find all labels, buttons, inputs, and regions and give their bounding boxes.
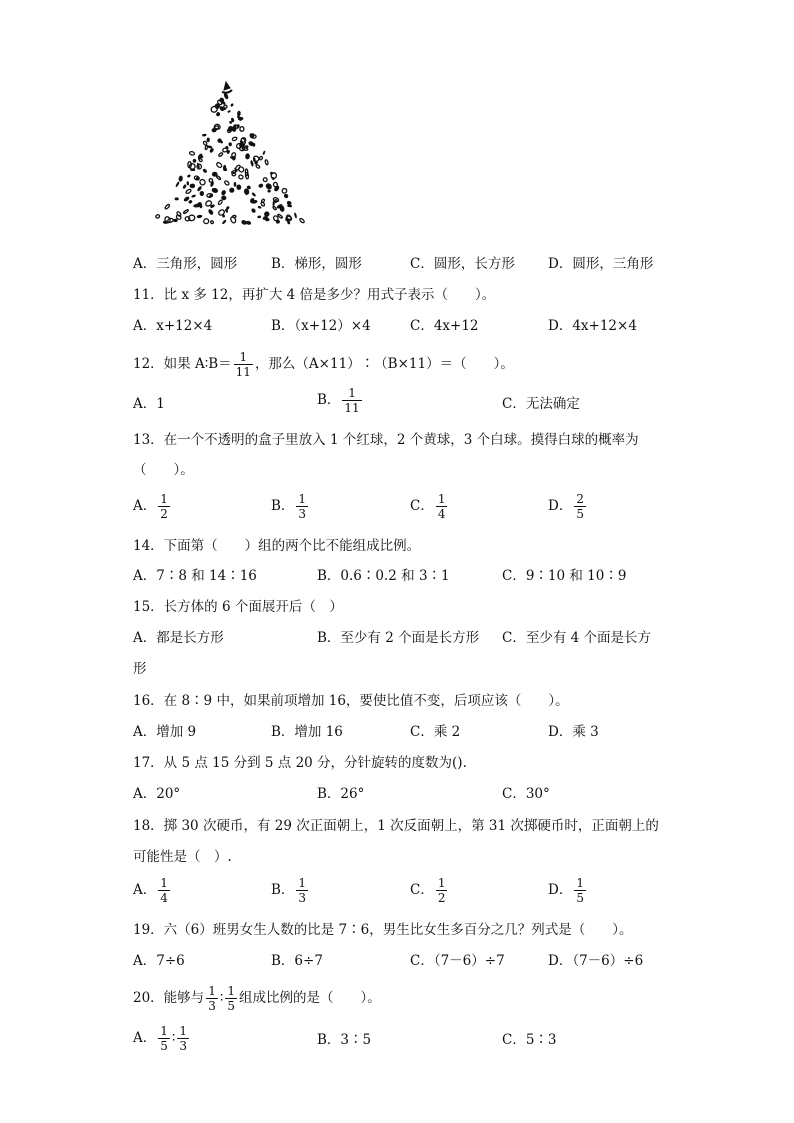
- q18-option-d[interactable]: [548, 876, 588, 905]
- option-fraction: [296, 492, 308, 521]
- q15-stem: 15．长方体的 6 个面展开后（ ）: [133, 599, 343, 615]
- q11-stem: 11．比 x 多 12，再扩大 4 倍是多少？用式子表示（ ）。: [133, 287, 496, 303]
- fraction-numerator: 1: [348, 386, 356, 400]
- fraction-denominator: 4: [160, 891, 168, 905]
- q15-option-c[interactable]: C．至少有 4 个面是长方: [502, 630, 652, 646]
- option-fraction: [436, 876, 448, 905]
- q15-option-c-wrap: 形: [133, 661, 147, 677]
- fraction-numerator: 1: [160, 1024, 168, 1038]
- fraction-numerator: 1: [179, 1024, 188, 1038]
- q17-option-b[interactable]: B．26°: [317, 786, 365, 802]
- q14-option-b[interactable]: B．0.6∶0.2 和 3∶1: [317, 568, 450, 584]
- fraction-numerator: 1: [239, 350, 248, 364]
- q15-option-b[interactable]: B．至少有 2 个面是长方形: [317, 630, 480, 646]
- option-prefix: B．: [271, 498, 295, 514]
- q20-option-c[interactable]: C．5∶3: [502, 1032, 557, 1048]
- option-fraction: [158, 876, 170, 905]
- fraction-numerator: 1: [160, 876, 168, 890]
- fraction-numerator: 1: [208, 984, 216, 998]
- q20-stem: [133, 984, 381, 1013]
- q16-option-b[interactable]: B．增加 16: [271, 724, 343, 740]
- fraction-numerator: 1: [298, 492, 307, 506]
- fraction-numerator: 2: [576, 492, 584, 506]
- q13-option-b[interactable]: [271, 492, 310, 521]
- option-fraction: [574, 876, 586, 905]
- q19-option-d[interactable]: D．（7－6）÷6: [548, 953, 644, 969]
- option-prefix: A．: [133, 1030, 157, 1046]
- option-prefix: B．: [271, 882, 295, 898]
- q20-option-b[interactable]: B．3∶5: [317, 1032, 372, 1048]
- fraction-denominator: 2: [160, 507, 168, 521]
- q11-option-a[interactable]: A．x+12×4: [133, 318, 213, 334]
- q12-stem-pre: 12．如果 A∶B＝: [133, 356, 232, 372]
- ratio-colon: ∶: [219, 990, 224, 1006]
- q20-option-a-fraction-1: [158, 1024, 170, 1053]
- q10-option-b[interactable]: B．梯形，圆形: [271, 256, 362, 272]
- option-prefix: C．: [410, 882, 434, 898]
- q20-stem-fraction-1: [206, 984, 218, 1013]
- q18-option-c[interactable]: [410, 876, 449, 905]
- q18-option-a[interactable]: [133, 876, 172, 905]
- fraction-denominator: 5: [576, 891, 584, 905]
- q20-stem-pre: 20．能够与: [133, 990, 205, 1006]
- fraction-denominator: 5: [227, 999, 235, 1013]
- q18-option-b[interactable]: [271, 876, 310, 905]
- q16-stem: 16．在 8∶9 中，如果前项增加 16，要使比值不变，后项应该（ ）。: [133, 693, 569, 709]
- fraction-numerator: 1: [437, 876, 446, 890]
- q16-option-d[interactable]: D．乘 3: [548, 724, 599, 740]
- q20-stem-fraction-2: [225, 984, 237, 1013]
- q20-stem-post: 组成比例的是（ ）。: [238, 990, 381, 1006]
- q14-stem: 14．下面第（ ）组的两个比不能组成比例。: [133, 538, 421, 554]
- option-prefix: D．: [548, 498, 573, 514]
- q10-option-c[interactable]: C．圆形，长方形: [410, 256, 515, 272]
- q12-stem: [133, 350, 514, 379]
- q10-option-d[interactable]: D．圆形，三角形: [548, 256, 654, 272]
- q16-option-c[interactable]: C．乘 2: [410, 724, 461, 740]
- q12-stem-post: ，那么（A×11）∶（B×11）＝（ ）。: [254, 356, 514, 372]
- q18-stem-line2: 可能性是（ ）.: [133, 849, 232, 865]
- q11-option-c[interactable]: C．4x+12: [410, 318, 479, 334]
- q12-option-b-prefix: B．: [317, 392, 341, 408]
- q16-option-a[interactable]: A．增加 9: [133, 724, 197, 740]
- q17-option-a[interactable]: A．20°: [133, 786, 181, 802]
- fraction-denominator: 3: [298, 507, 307, 521]
- fraction-numerator: 1: [227, 984, 235, 998]
- q18-stem-line1: 18．掷 30 次硬币，有 29 次正面朝上，1 次反面朝上，第 31 次掷硬币时，正面朝上的: [133, 818, 659, 834]
- q15-option-a[interactable]: A．都是长方形: [133, 630, 224, 646]
- fraction-denominator: 3: [298, 891, 307, 905]
- option-prefix: C．: [410, 498, 434, 514]
- q19-option-a[interactable]: A．7÷6: [133, 953, 185, 969]
- q13-option-d[interactable]: [548, 492, 588, 521]
- q14-option-a[interactable]: A．7∶8 和 14∶16: [133, 568, 257, 584]
- fraction-numerator: 1: [160, 492, 168, 506]
- option-fraction: [574, 492, 586, 521]
- q19-stem: 19．六（6）班男女生人数的比是 7∶6，男生比女生多百分之几？列式是（ ）。: [133, 922, 633, 938]
- q12-option-c[interactable]: C．无法确定: [502, 396, 580, 412]
- fraction-denominator: 11: [344, 401, 360, 415]
- fraction-numerator: 1: [437, 492, 446, 506]
- q13-stem-line1: 13．在一个不透明的盒子里放入 1 个红球，2 个黄球，3 个白球。摸得白球的概率为: [133, 432, 639, 448]
- q11-option-b[interactable]: B．（x+12）×4: [271, 318, 371, 334]
- q10-option-a[interactable]: A．三角形，圆形: [133, 256, 238, 272]
- option-prefix: D．: [548, 882, 573, 898]
- fraction-denominator: 3: [208, 999, 216, 1013]
- fraction-denominator: 5: [576, 507, 584, 521]
- option-prefix: A．: [133, 498, 157, 514]
- q12-option-a[interactable]: A．1: [133, 396, 165, 412]
- fraction-denominator: 5: [160, 1039, 168, 1053]
- q17-option-c[interactable]: C．30°: [502, 786, 550, 802]
- fraction-denominator: 11: [235, 365, 251, 379]
- q19-option-c[interactable]: C．（7－6）÷7: [410, 953, 505, 969]
- option-fraction: [436, 492, 448, 521]
- fraction-denominator: 4: [437, 507, 446, 521]
- ratio-colon: ∶: [171, 1030, 176, 1046]
- q12-option-b-fraction: [342, 386, 361, 415]
- q13-option-a[interactable]: [133, 492, 172, 521]
- fraction-numerator: 1: [298, 876, 307, 890]
- q17-stem: 17．从 5 点 15 分到 5 点 20 分，分针旋转的度数为().: [133, 755, 467, 771]
- fraction-denominator: 3: [179, 1039, 188, 1053]
- q13-stem-line2: （ ）。: [133, 462, 194, 478]
- fraction-denominator: 2: [437, 891, 446, 905]
- q19-option-b[interactable]: B．6÷7: [271, 953, 323, 969]
- q13-option-c[interactable]: [410, 492, 449, 521]
- dotted-triangle-figure: [148, 78, 310, 230]
- option-fraction: [158, 492, 170, 521]
- q12-stem-fraction: [234, 350, 253, 379]
- q11-option-d[interactable]: D．4x+12×4: [548, 318, 637, 334]
- fraction-numerator: 1: [576, 876, 584, 890]
- q14-option-c[interactable]: C．9∶10 和 10∶9: [502, 568, 627, 584]
- q20-option-a[interactable]: [133, 1024, 191, 1053]
- option-prefix: A．: [133, 882, 157, 898]
- option-fraction: [296, 876, 308, 905]
- q20-option-a-fraction-2: [177, 1024, 189, 1053]
- q12-option-b[interactable]: [317, 386, 364, 415]
